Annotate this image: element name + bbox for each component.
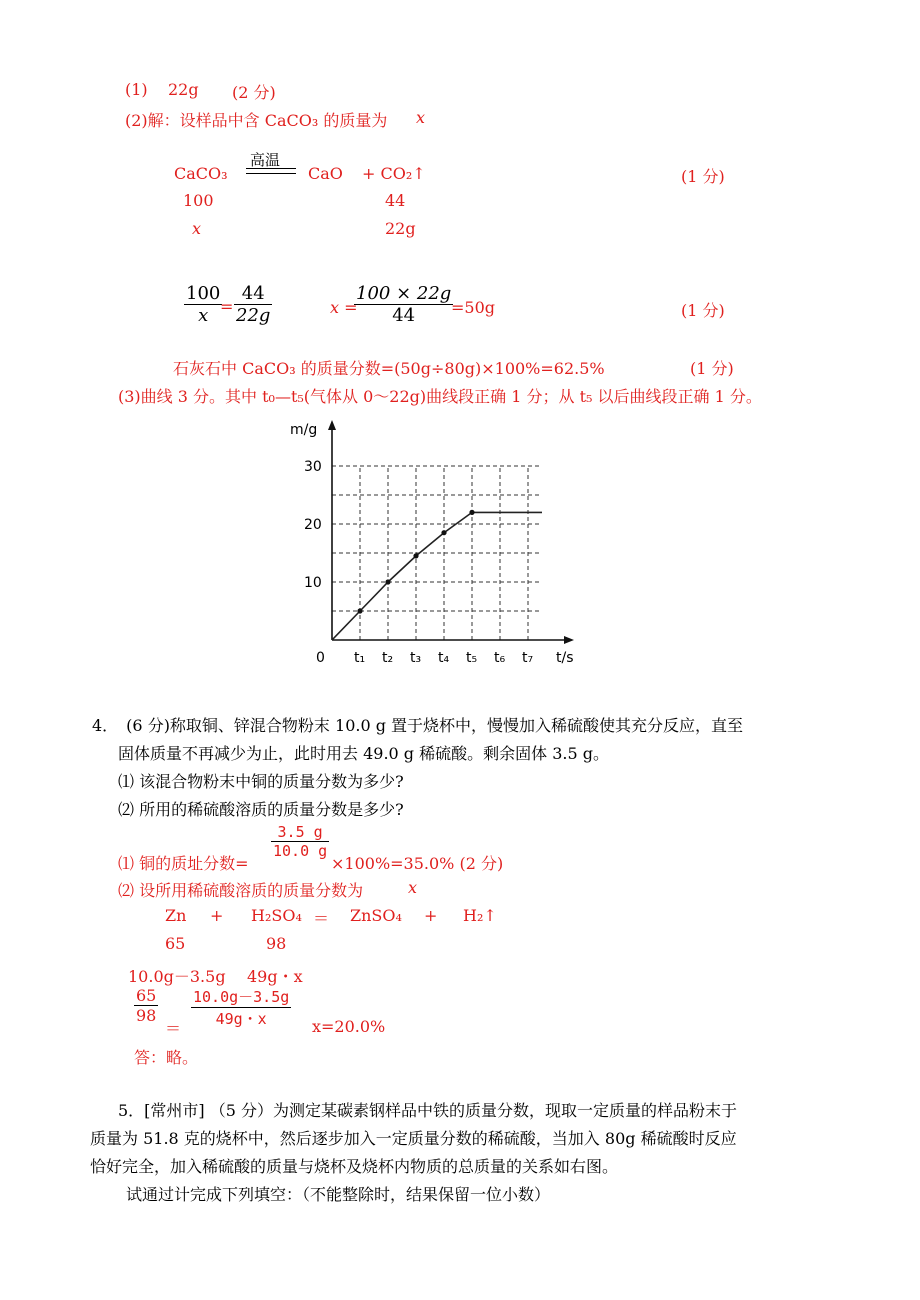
mass-fraction-score: (1 分)	[690, 359, 734, 378]
q4-eq-h2so4: H₂SO₄	[251, 906, 302, 925]
q4-ratio-den-left: 98	[136, 1006, 157, 1025]
q4-question1: ⑴ 该混合物粉末中铜的质量分数为多少?	[118, 772, 404, 791]
q3-part1-value: 22g	[168, 80, 199, 99]
q4-mass-zn: 10.0g－3.5g	[128, 967, 226, 986]
q3-part1-label: (1)	[125, 80, 148, 99]
chart-ticks	[304, 459, 533, 666]
x-tick-label-6: t₆	[494, 650, 506, 666]
data-point-t5	[469, 510, 474, 515]
q4-eq-znso4: ZnSO₄	[350, 906, 402, 925]
q4-answer2-var: x	[408, 878, 418, 897]
origin-label: 0	[316, 650, 325, 666]
q3-part2-var: x	[416, 108, 426, 127]
solve-result: =50g	[451, 298, 496, 317]
mr-reactant: 100	[183, 191, 214, 210]
q4-answer1-prefix: ⑴ 铜的质址分数=	[118, 854, 249, 873]
q4-header2: 固体质量不再减少为止，此时用去 49.0 g 稀硫酸。剩余固体 3.5 g。	[118, 744, 609, 763]
q4-answer2-setup: ⑵ 设所用稀硫酸溶质的质量分数为	[118, 881, 364, 900]
y-tick-label-10: 10	[304, 575, 322, 591]
x-tick-label-4: t₄	[438, 650, 450, 666]
q5-line1: 5．[常州市] （5 分）为测定某碳素钢样品中铁的质量分数，现取一定质量的样品粉末于	[118, 1101, 738, 1120]
ratio-right-den: 22g	[236, 305, 271, 326]
q4-eq-zn: Zn	[165, 906, 187, 925]
x-axis-arrow	[564, 636, 574, 644]
data-point-t4	[441, 530, 446, 535]
q4-header: 4． (6 分)称取铜、锌混合物粉末 10.0 g 置于烧杯中，慢慢加入稀硫酸使其充分反应，直至	[92, 716, 744, 735]
q3-part3: (3)曲线 3 分。其中 t₀—t₅(气体从 0～22g)曲线段正确 1 分；从 t₅ 以后曲线段正确 1 分。	[118, 387, 762, 406]
x-tick-label-3: t₃	[410, 650, 422, 666]
q4-question2: ⑵ 所用的稀硫酸溶质的质量分数是多少?	[118, 800, 404, 819]
eq-product1: CaO	[308, 164, 343, 183]
x-axis-label: t/s	[556, 650, 574, 666]
eq-condition: 高温	[250, 151, 281, 169]
ratio-left-num: 100	[186, 283, 221, 304]
q3-part2-setup: (2)解：设样品中含 CaCO₃ 的质量为	[125, 111, 388, 130]
q4-mr-h2so4: 98	[266, 934, 287, 953]
mass-fraction: 石灰石中 CaCO₃ 的质量分数=(50g÷80g)×100%=62.5%	[173, 359, 605, 378]
q4-ratio-eq: ＝	[165, 1019, 182, 1038]
q3-part1-score: (2 分)	[232, 83, 276, 102]
q4-eq-plus1: +	[210, 906, 224, 925]
q4-ratio-num-right: 10.0g－3.5g	[193, 988, 290, 1006]
q4-answer1-suffix: ×100%=35.0% (2 分)	[331, 854, 504, 873]
eq-arrow-line-bottom	[246, 173, 296, 174]
eq-product2: + CO₂↑	[362, 164, 426, 183]
chart-axes	[328, 420, 574, 644]
solve-den: 44	[392, 305, 416, 326]
chart-grid	[332, 466, 542, 640]
x-tick-label-2: t₂	[382, 650, 394, 666]
ratio-left	[184, 283, 222, 326]
mass-product: 22g	[385, 219, 416, 238]
ratio-score: (1 分)	[681, 301, 725, 320]
q4-ratio-right	[191, 986, 291, 1029]
y-axis-arrow	[328, 420, 336, 430]
co2-mass-chart	[270, 412, 615, 680]
data-point-t3	[413, 553, 418, 558]
eq-score: (1 分)	[681, 167, 725, 186]
q5-line2: 质量为 51.8 克的烧杯中，然后逐步加入一定质量分数的稀硫酸，当加入 80g 稀硫酸时反应	[90, 1129, 737, 1148]
ratio-eq-sign: =	[220, 297, 234, 316]
y-tick-label-30: 30	[304, 459, 322, 475]
q4-answer1-fraction	[271, 823, 329, 860]
y-axis-label: m/g	[290, 422, 318, 438]
q4-eq-h2: H₂↑	[463, 906, 497, 925]
q4-mr-zn: 65	[165, 934, 186, 953]
x-tick-label-7: t₇	[522, 650, 534, 666]
q4-ratio-num-left: 65	[136, 986, 157, 1005]
eq-reactant: CaCO₃	[174, 164, 228, 183]
q4-answer: 答：略。	[134, 1048, 199, 1067]
q4-a1-num: 3.5 g	[277, 823, 323, 841]
solve-fraction	[354, 283, 453, 326]
x-tick-label-5: t₅	[466, 650, 478, 666]
q4-ratio-den-right: 49g・x	[215, 1010, 267, 1028]
ratio-left-den: x	[198, 305, 209, 326]
solve-lhs: x =	[330, 298, 358, 317]
x-tick-label-1: t₁	[354, 650, 366, 666]
q4-ratio-left	[134, 986, 158, 1025]
ratio-right	[234, 283, 272, 326]
q4-mass-h2so4: 49g・x	[247, 967, 303, 986]
series-line-co2	[332, 512, 542, 640]
q4-eq-plus2: +	[424, 906, 438, 925]
q4-eq-equals: ＝	[313, 909, 330, 928]
mr-product: 44	[385, 191, 406, 210]
data-point-t1	[357, 608, 362, 613]
eq-arrow-line-top	[246, 168, 296, 169]
q4-result: x=20.0%	[312, 1017, 386, 1036]
q5-line3: 恰好完全，加入稀硫酸的质量与烧杯及烧杯内物质的总质量的关系如右图。	[90, 1157, 619, 1176]
q4-a1-den: 10.0 g	[273, 842, 328, 860]
y-tick-label-20: 20	[304, 517, 322, 533]
data-point-t2	[385, 579, 390, 584]
solve-num: 100 × 22g	[356, 283, 452, 304]
mass-reactant: x	[192, 219, 202, 238]
ratio-right-num: 44	[241, 283, 265, 304]
q5-line4: 试通过计完成下列填空：（不能整除时，结果保留一位小数）	[126, 1185, 551, 1204]
